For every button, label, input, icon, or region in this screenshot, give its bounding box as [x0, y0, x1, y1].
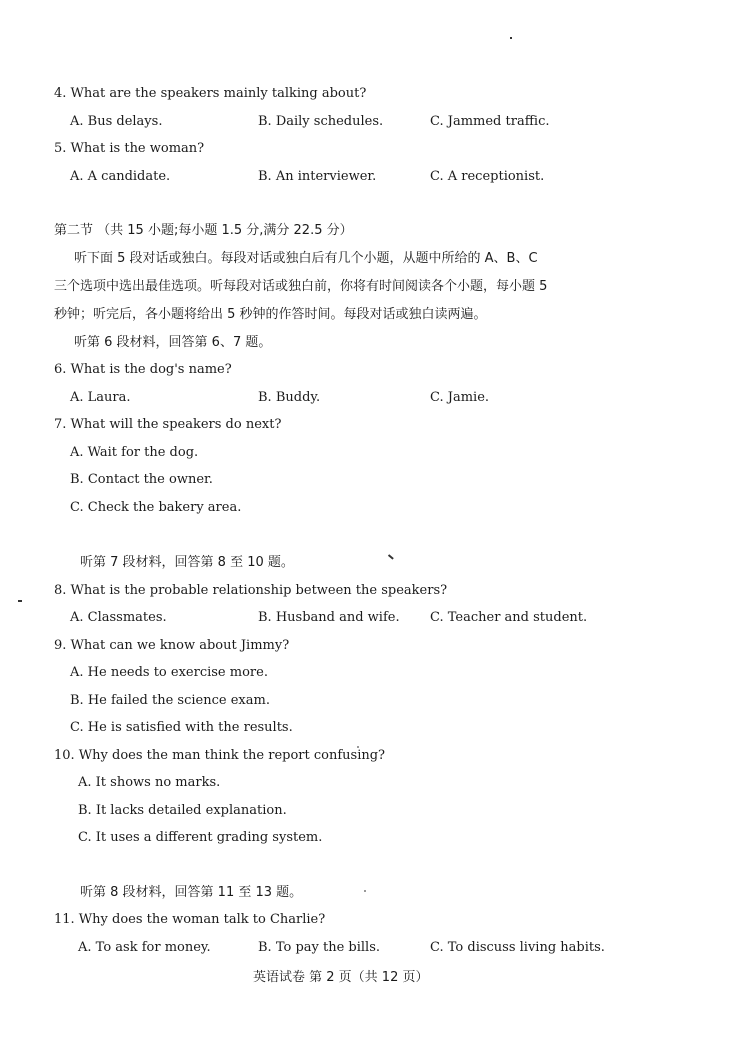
question-7-option-b: B. Contact the owner. — [70, 472, 213, 487]
scan-speck — [18, 600, 22, 602]
page-footer: 英语试卷 第 2 页（共 12 页） — [253, 970, 429, 985]
scan-speck — [357, 746, 359, 748]
question-6-option-a: A. Laura. — [70, 390, 131, 405]
question-9-option-c: C. He is satisfied with the results. — [70, 720, 293, 735]
material-8-instruction: 听第 8 段材料，回答第 11 至 13 题。 — [80, 885, 303, 900]
question-8-stem: 8. What is the probable relationship between the speakers? — [54, 583, 448, 598]
section-2-heading: 第二节 （共 15 小题;每小题 1.5 分,满分 22.5 分） — [54, 223, 353, 238]
question-11-option-c: C. To discuss living habits. — [430, 940, 605, 955]
question-4-option-c: C. Jammed traffic. — [430, 114, 550, 129]
question-8-option-c: C. Teacher and student. — [430, 610, 588, 625]
question-10-option-c: C. It uses a different grading system. — [78, 830, 323, 845]
question-7-stem: 7. What will the speakers do next? — [54, 417, 282, 432]
question-4-option-a: A. Bus delays. — [70, 114, 163, 129]
question-11-option-b: B. To pay the bills. — [258, 940, 381, 955]
section-2-instructions-line-3: 秒钟；听完后，各小题将给出 5 秒钟的作答时间。每段对话或独白读两遍。 — [54, 307, 487, 322]
question-4-option-b: B. Daily schedules. — [258, 114, 384, 129]
question-4-stem: 4. What are the speakers mainly talking about? — [54, 86, 367, 101]
section-2-instructions-line-2: 三个选项中选出最佳选项。听每段对话或独白前，你将有时间阅读各个小题，每小题 5 — [54, 279, 548, 294]
material-6-instruction: 听第 6 段材料，回答第 6、7 题。 — [74, 335, 272, 350]
question-9-stem: 9. What can we know about Jimmy? — [54, 638, 290, 653]
question-5-option-c: C. A receptionist. — [430, 169, 545, 184]
question-10-stem: 10. Why does the man think the report confusing? — [54, 748, 386, 763]
question-9-option-a: A. He needs to exercise more. — [70, 665, 268, 680]
question-11-option-a: A. To ask for money. — [78, 940, 211, 955]
question-6-stem: 6. What is the dog's name? — [54, 362, 232, 377]
question-10-option-b: B. It lacks detailed explanation. — [78, 803, 287, 818]
question-5-option-b: B. An interviewer. — [258, 169, 377, 184]
question-7-option-c: C. Check the bakery area. — [70, 500, 242, 515]
question-9-option-b: B. He failed the science exam. — [70, 693, 270, 708]
question-8-option-a: A. Classmates. — [70, 610, 167, 625]
material-7-instruction: 听第 7 段材料，回答第 8 至 10 题。 — [80, 555, 294, 570]
scan-speck — [510, 37, 512, 39]
scan-speck — [364, 890, 366, 892]
question-10-option-a: A. It shows no marks. — [78, 775, 221, 790]
question-7-option-a: A. Wait for the dog. — [70, 445, 199, 460]
question-6-option-b: B. Buddy. — [258, 390, 321, 405]
section-2-instructions-line-1: 听下面 5 段对话或独白。每段对话或独白后有几个小题，从题中所给的 A、B、C — [74, 251, 538, 266]
question-8-option-b: B. Husband and wife. — [258, 610, 400, 625]
question-5-option-a: A. A candidate. — [70, 169, 171, 184]
scan-speck — [388, 554, 394, 559]
question-6-option-c: C. Jamie. — [430, 390, 490, 405]
question-11-stem: 11. Why does the woman talk to Charlie? — [54, 912, 326, 927]
question-5-stem: 5. What is the woman? — [54, 141, 205, 156]
